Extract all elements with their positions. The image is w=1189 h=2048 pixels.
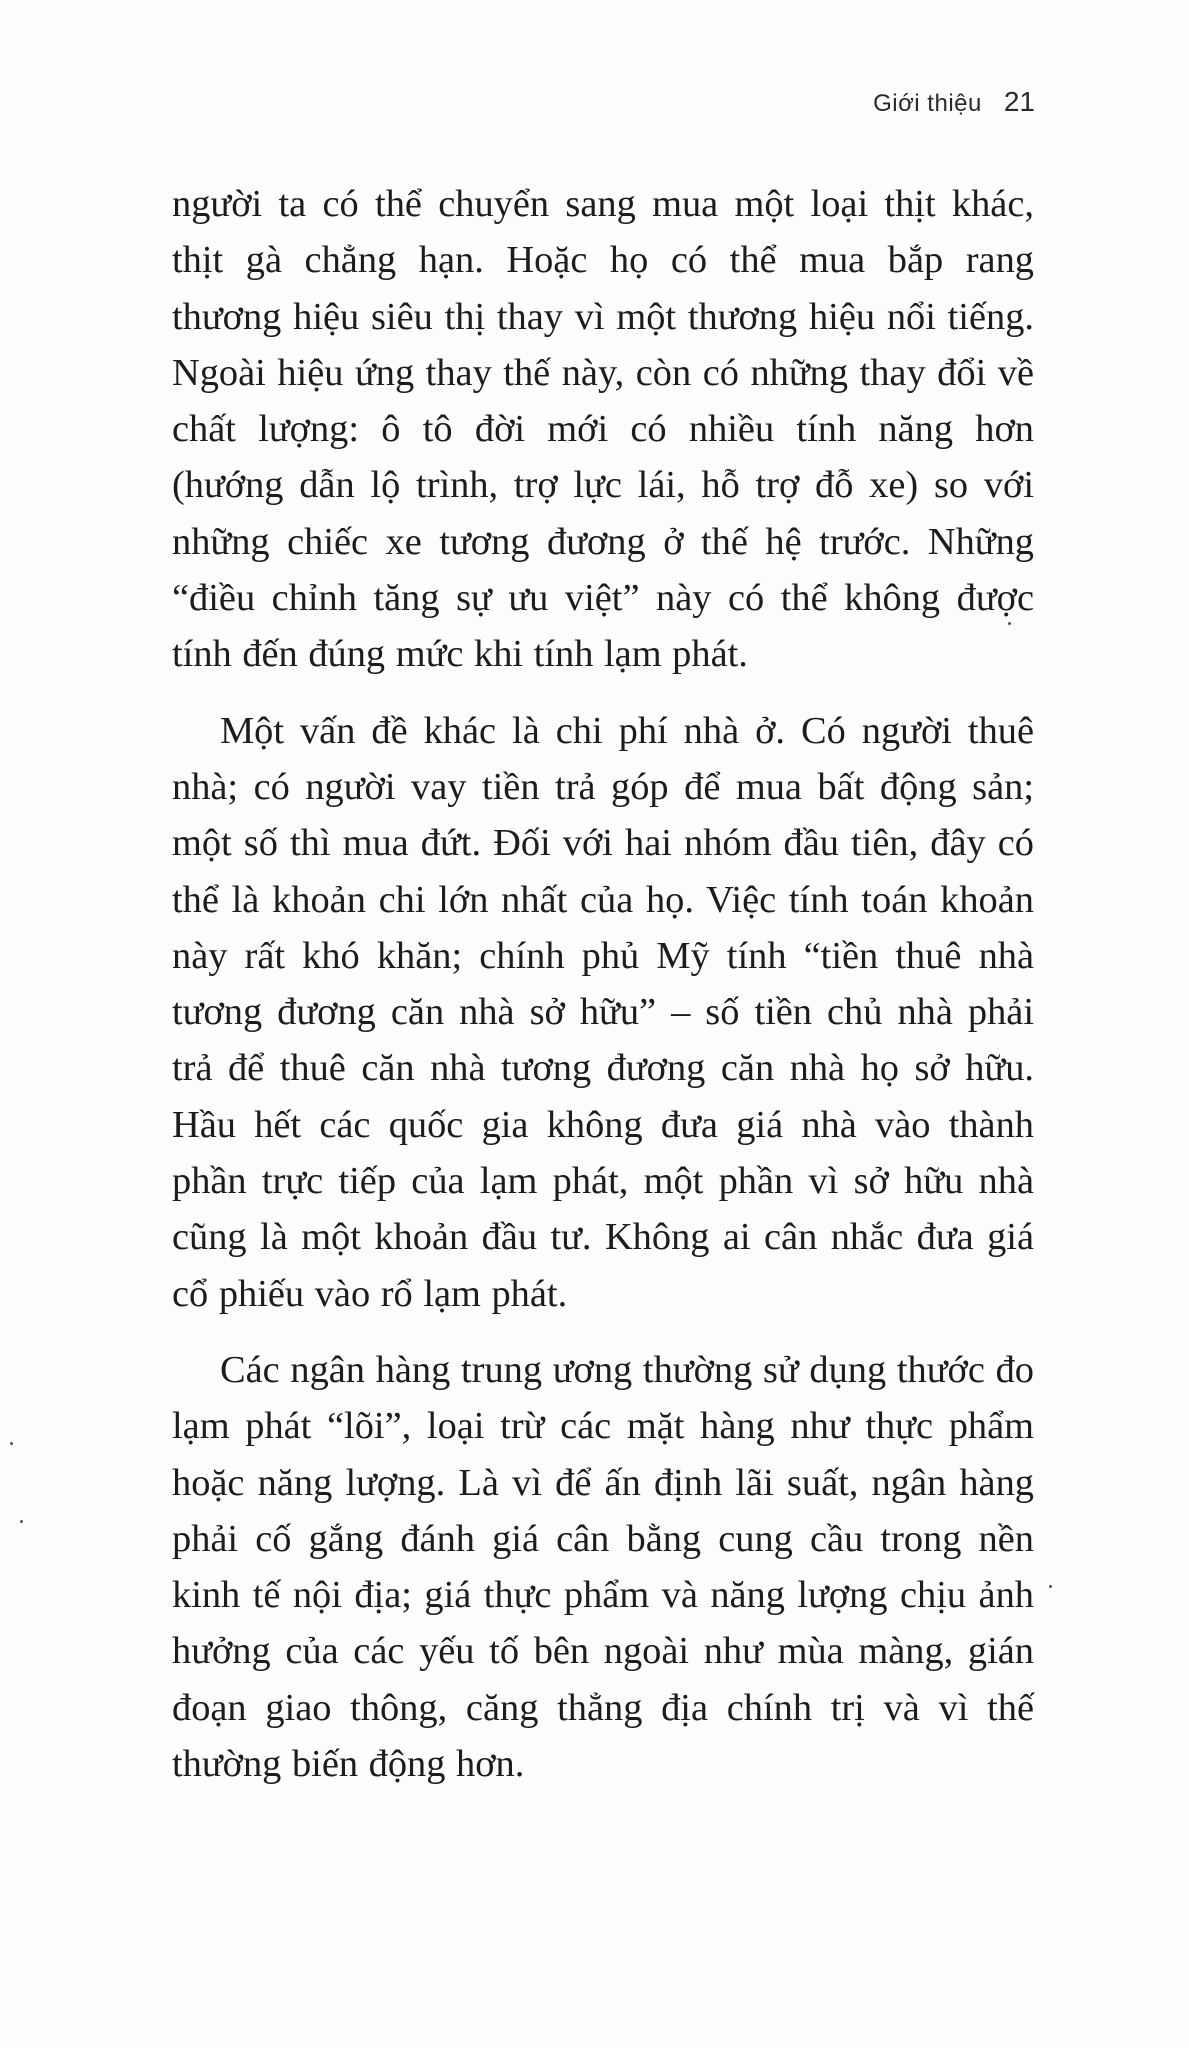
scan-speck	[1049, 1585, 1052, 1588]
scan-speck	[1008, 622, 1011, 625]
paragraph: Một vấn đề khác là chi phí nhà ở. Có người thuê nhà; có người vay tiền trả góp để mua bất động sản; một số thì mua đứt. Đối với hai nhóm đầu tiên, đây có thể là khoản chi lớn nhất của họ. Việc tính toán khoản này rất khó khăn; chính phủ Mỹ tính “tiền thuê nhà tương đương căn nhà sở hữu” – số tiền chủ nhà phải trả để thuê căn nhà tương đương căn nhà họ sở hữu. Hầu hết các quốc gia không đưa giá nhà vào thành phần trực tiếp của lạm phát, một phần vì sở hữu nhà cũng là một khoản đầu tư. Không ai cân nhắc đưa giá cổ phiếu vào rổ lạm phát.	[172, 709, 1034, 1315]
paragraph: Các ngân hàng trung ương thường sử dụng thước đo lạm phát “lõi”, loại trừ các mặt hàng như thực phẩm hoặc năng lượng. Là vì để ấn định lãi suất, ngân hàng phải cố gắng đánh giá cân bằng cung cầu trong nền kinh tế nội địa; giá thực phẩm và năng lượng chịu ảnh hưởng của các yếu tố bên ngoài như mùa màng, gián đoạn giao thông, căng thẳng địa chính trị và vì thế thường biến động hơn.	[172, 1348, 1034, 1786]
section-title: Giới thiệu	[873, 90, 982, 117]
body-text	[172, 176, 1034, 1812]
running-header	[873, 86, 1035, 118]
paragraph: người ta có thể chuyển sang mua một loại thịt khác, thịt gà chẳng hạn. Hoặc họ có thể mua bắp rang thương hiệu siêu thị thay vì một thương hiệu nổi tiếng. Ngoài hiệu ứng thay thế này, còn có những thay đổi về chất lượng: ô tô đời mới có nhiều tính năng hơn (hướng dẫn lộ trình, trợ lực lái, hỗ trợ đỗ xe) so với những chiếc xe tương đương ở thế hệ trước. Những “điều chỉnh tăng sự ưu việt” này có thể không được tính đến đúng mức khi tính lạm phát.	[172, 183, 1034, 676]
scan-speck	[10, 1442, 13, 1445]
scan-speck	[20, 1520, 23, 1523]
page-number: 21	[1003, 86, 1035, 117]
